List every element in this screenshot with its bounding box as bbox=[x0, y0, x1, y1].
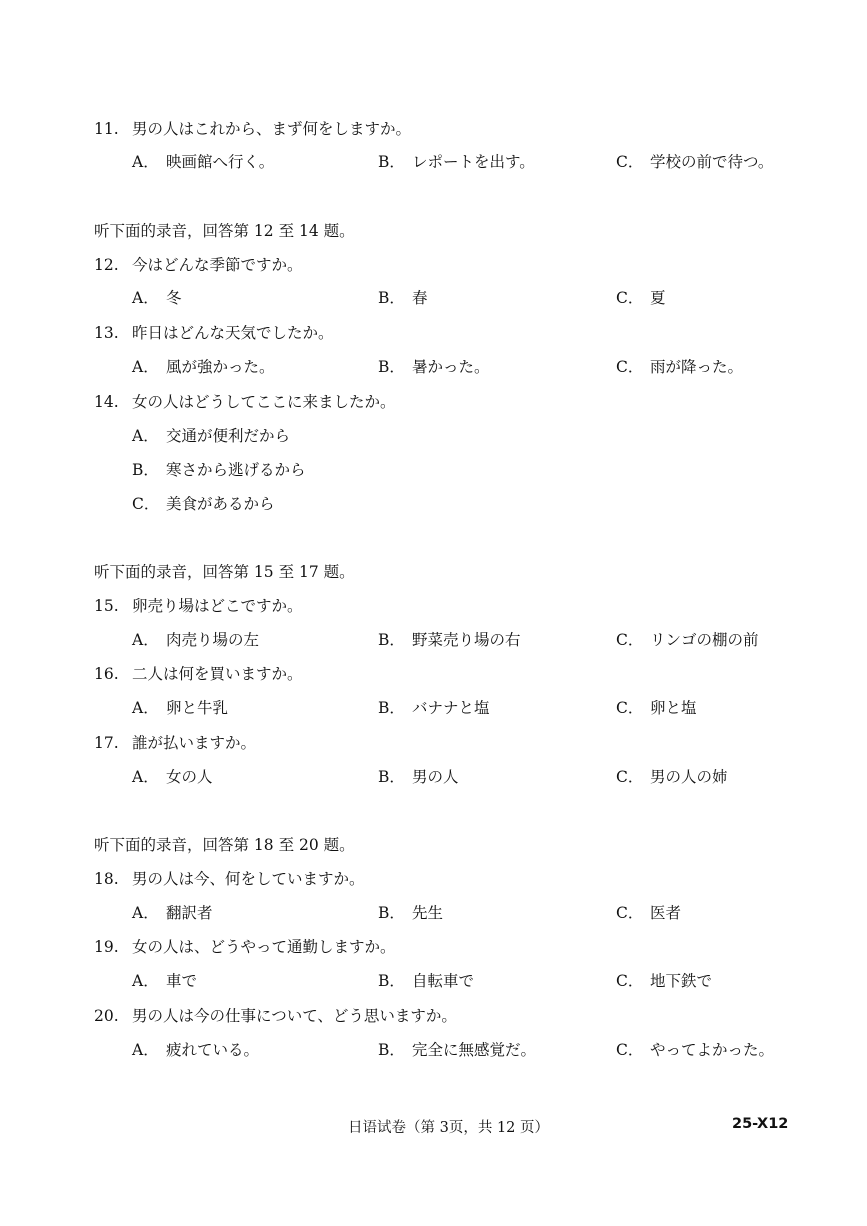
question-text: 男の人は今の仕事について、どう思いますか。 bbox=[132, 1007, 457, 1025]
question-text: 卵売り場はどこですか。 bbox=[132, 597, 303, 615]
option-b: B． 完全に無感覚だ。 bbox=[378, 1041, 537, 1059]
question-text: 女の人は、どうやって通勤しますか。 bbox=[132, 938, 396, 956]
option-c: C． 卵と塩 bbox=[616, 699, 697, 717]
option-c: C． 夏 bbox=[616, 289, 666, 307]
question-number: 19. bbox=[94, 938, 119, 956]
option-c: C． 雨が降った。 bbox=[616, 358, 744, 376]
option-b: B． レポートを出す。 bbox=[378, 153, 535, 171]
option-a: A． 車で bbox=[132, 972, 198, 990]
section-heading: 听下面的录音，回答第 15 至 17 题。 bbox=[94, 563, 355, 581]
option-c: C． 美食があるから bbox=[132, 495, 275, 513]
exam-code: 25-X12 bbox=[732, 1116, 789, 1132]
option-a: A． 交通が便利だから bbox=[132, 427, 291, 445]
section-heading: 听下面的录音，回答第 18 至 20 题。 bbox=[94, 836, 355, 854]
option-c: C． リンゴの棚の前 bbox=[616, 631, 759, 649]
option-a: A． 冬 bbox=[132, 289, 182, 307]
question-text: 男の人はこれから、まず何をしますか。 bbox=[132, 120, 412, 138]
option-a: A． 疲れている。 bbox=[132, 1041, 260, 1059]
option-a: A． 卵と牛乳 bbox=[132, 699, 229, 717]
question-text: 男の人は今、何をしていますか。 bbox=[132, 870, 365, 888]
option-b: B． 寒さから逃げるから bbox=[132, 461, 306, 479]
option-a: A． 女の人 bbox=[132, 768, 213, 786]
option-a: A． 翻訳者 bbox=[132, 904, 213, 922]
option-c: C． 学校の前で待つ。 bbox=[616, 153, 774, 171]
option-c: C． 男の人の姉 bbox=[616, 768, 728, 786]
question-number: 13. bbox=[94, 324, 119, 342]
question-text: 今はどんな季節ですか。 bbox=[132, 256, 303, 274]
question-number: 17. bbox=[94, 734, 119, 752]
option-b: B． 先生 bbox=[378, 904, 444, 922]
option-b: B． 春 bbox=[378, 289, 428, 307]
option-b: B． 自転車で bbox=[378, 972, 475, 990]
page-footer-title: 日语试卷（第 3页，共 12 页） bbox=[348, 1120, 550, 1136]
question-text: 誰が払いますか。 bbox=[132, 734, 257, 752]
option-b: B． 暑かった。 bbox=[378, 358, 490, 376]
question-number: 20. bbox=[94, 1007, 119, 1025]
option-a: A． 風が強かった。 bbox=[132, 358, 275, 376]
option-b: B． バナナと塩 bbox=[378, 699, 490, 717]
option-a: A． 映画館へ行く。 bbox=[132, 153, 275, 171]
question-text: 二人は何を買いますか。 bbox=[132, 665, 303, 683]
option-b: B． 男の人 bbox=[378, 768, 459, 786]
question-number: 15. bbox=[94, 597, 119, 615]
question-text: 女の人はどうしてここに来ましたか。 bbox=[132, 393, 396, 411]
option-c: C． 医者 bbox=[616, 904, 682, 922]
question-number: 11. bbox=[94, 120, 119, 138]
option-c: C． やってよかった。 bbox=[616, 1041, 775, 1059]
question-number: 18. bbox=[94, 870, 119, 888]
question-number: 16. bbox=[94, 665, 119, 683]
question-text: 昨日はどんな天気でしたか。 bbox=[132, 324, 334, 342]
section-heading: 听下面的录音，回答第 12 至 14 题。 bbox=[94, 222, 355, 240]
option-c: C． 地下鉄で bbox=[616, 972, 713, 990]
option-b: B． 野菜売り場の右 bbox=[378, 631, 521, 649]
question-number: 14. bbox=[94, 393, 119, 411]
option-a: A． 肉売り場の左 bbox=[132, 631, 260, 649]
question-number: 12. bbox=[94, 256, 119, 274]
